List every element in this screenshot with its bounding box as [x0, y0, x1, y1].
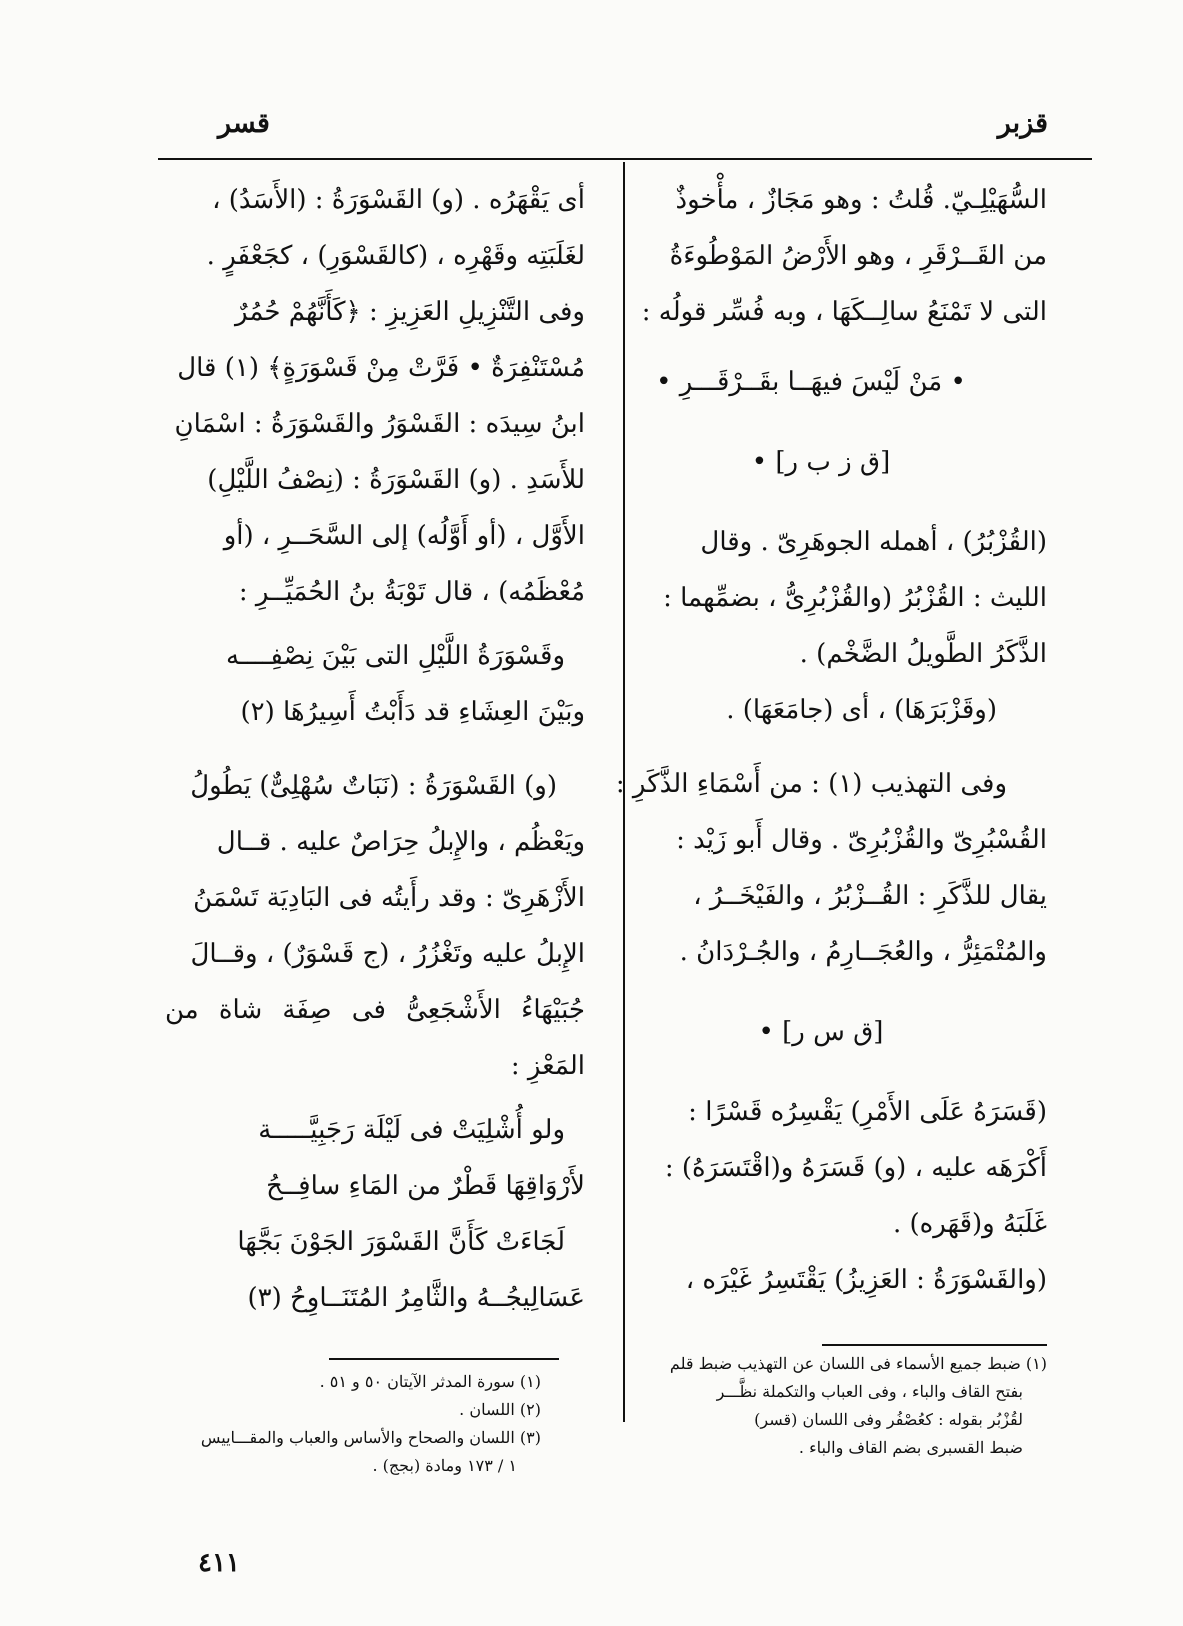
footnote-line: (٣) اللسان والصحاح والأساس والعباب والمقـــاييس — [200, 1428, 541, 1447]
text-line: من القَــرْقَرِ ، وهو الأَرْضُ المَوْطُوءَةُ — [669, 241, 1047, 271]
footnote-line: (٢) اللسان . — [459, 1400, 541, 1419]
footnote-line: ١ / ١٧٣ ومادة (بجج) . — [372, 1456, 517, 1475]
footnote-line: بفتح القاف والباء ، وفى العباب والتكملة نظَّـــر — [716, 1382, 1023, 1401]
footnotes-right — [607, 1350, 1047, 1462]
text-line: الأَزْهَرِىّ : وقد رأَيتُه فى البَادِيَة تَسْمَنُ — [193, 883, 585, 913]
left-column — [165, 172, 585, 1326]
right-column — [595, 172, 1047, 1308]
entry-heading: [ق ز ب ر] • — [751, 447, 891, 477]
text-line: غَلَبَهُ و(قَهَره) . — [892, 1209, 1047, 1239]
verse-line: لأَرْوَاقِهَا قَطْرٌ من المَاءِ سافِــحُ — [266, 1171, 585, 1201]
footnote-rule-right — [822, 1344, 1047, 1346]
text-line: أَكْرَهَه عليه ، (و) قَسَرَهُ و(اقْتَسَرَهُ) : — [664, 1153, 1047, 1183]
text-line: أى يَقْهَرُه . (و) القَسْوَرَةُ : (الأَسَدُ) ، — [212, 185, 585, 215]
verse-line: وبَيْنَ العِشَاءِ قد دَأَبْتُ أَسِيرُهَا (٢) — [240, 697, 585, 727]
verse-line: لَجَاءَتْ كَأَنَّ القَسْوَرَ الجَوْنَ بَجَّهَا — [237, 1227, 565, 1257]
text-line: (و) القَسْوَرَةُ : (نَبَاتٌ سُهْلِىٌّ) يَطُولُ — [190, 771, 557, 801]
text-line: يقال للذَّكَرِ : القُــزْبُرُ ، والفَيْخَــرُ ، — [693, 881, 1047, 911]
text-line: الذَّكَرُ الطَّويلُ الضَّخْم) . — [799, 639, 1047, 669]
text-line: الليث : القُزْبُرُ (والقُزْبُرِىُّ ، بضمِّهما : — [663, 583, 1047, 613]
verse-line: عَسَالِيجُــهُ والثَّامِرُ المُتَنَــاوِحُ (٣) — [247, 1283, 585, 1313]
text-line: السُّهَيْلِـيّ. قُلتُ : وهو مَجَازٌ ، مأْخوذٌ — [675, 185, 1047, 215]
text-line: القُسْبُرِىّ والقُزْبُرِىّ . وقال أَبو زَيْد : — [676, 825, 1047, 855]
text-line: التى لا تَمْنَعُ سالِــكَهَا ، وبه فُسِّر قولُه : — [641, 297, 1047, 327]
footnote-line: لقُزْبُر بقوله : كعُصْفُر وفى اللسان (قسر) — [754, 1410, 1023, 1429]
text-line: لغَلَبَتِه وقَهْرِه ، (كالقَسْوَرِ) ، كجَعْفَرٍ . — [206, 241, 585, 271]
verse-line: وقَسْوَرَةُ اللَّيْلِ التى بَيْنَ نِصْفِــــه — [225, 641, 565, 671]
header-right-word: قزبر — [997, 108, 1048, 139]
footnotes-left — [141, 1368, 541, 1480]
header-left-word: قسر — [218, 108, 270, 139]
text-line: (القُزْبُرُ) ، أهمله الجوهَرِىّ . وقال — [700, 527, 1047, 557]
text-line: مُسْتَنْفِرَةٌ • فَرَّتْ مِنْ قَسْوَرَةٍ﴾ (١) قال — [177, 353, 585, 383]
verse-line: • مَنْ لَيْسَ فيهَــا بقَــرْقَـــرِ • — [656, 367, 966, 397]
text-line: للأَسَدِ . (و) القَسْوَرَةُ : (نِصْفُ اللَّيْلِ) — [207, 465, 585, 495]
text-line: وفى التَّنْزِيلِ العَزِيزِ : ﴿كَأَنَّهُمْ حُمُرٌ — [235, 297, 585, 327]
header-rule — [158, 158, 1092, 160]
text-line: وفى التهذيب (١) : من أَسْمَاءِ الذَّكَرِ : — [615, 769, 1007, 799]
text-line: (وقَزْبَرَهَا) ، أى (جامَعَهَا) . — [726, 695, 997, 725]
text-line: جُبَيْهَاءُ الأَشْجَعِىُّ فى صِفَة شاة من المَعْزِ : — [165, 995, 585, 1081]
text-line: ويَعْظُم ، والإِبلُ حِرَاصٌ عليه . قــال — [216, 827, 585, 857]
text-line: مُعْظَمُه) ، قال تَوْبَةُ بنُ الحُمَيِّــرِ : — [238, 577, 585, 607]
text-line: الإِبلُ عليه وتَغْزُرُ ، (ج قَسْوَرٌ) ، وقــالَ — [190, 939, 585, 969]
footnote-rule-left — [329, 1358, 559, 1360]
text-line: الأَوَّل ، (أو أَوَّلُه) إلى السَّحَــرِ ، (أو — [223, 521, 585, 551]
text-line: والمُتْمَئِرُّ ، والعُجَــارِمُ ، والجُـرْدَانُ . — [679, 937, 1047, 967]
footnote-line: ضبط القسبرى بضم القاف والباء . — [798, 1438, 1023, 1457]
footnote-line: (١) ضبط جميع الأسماء فى اللسان عن التهذيب ضبط قلم — [669, 1354, 1047, 1373]
footnote-line: (١) سورة المدثر الآيتان ٥٠ و ٥١ . — [319, 1372, 541, 1391]
text-line: ابنُ سِيدَه : القَسْوَرُ والقَسْوَرَةُ : اسْمَانِ — [174, 409, 585, 439]
text-line: (والقَسْوَرَةُ : العَزِيزُ) يَقْتَسِرُ غَيْرَه ، — [685, 1265, 1047, 1295]
entry-heading: [ق س ر] • — [758, 1017, 884, 1047]
text-line: (قَسَرَهُ عَلَى الأَمْرِ) يَقْسِرُه قَسْرًا : — [688, 1097, 1047, 1127]
page-number: ٤١١ — [198, 1548, 240, 1578]
verse-line: ولو أُشْلِيَتْ فى لَيْلَة رَجَبِيَّـــــة — [258, 1115, 565, 1145]
